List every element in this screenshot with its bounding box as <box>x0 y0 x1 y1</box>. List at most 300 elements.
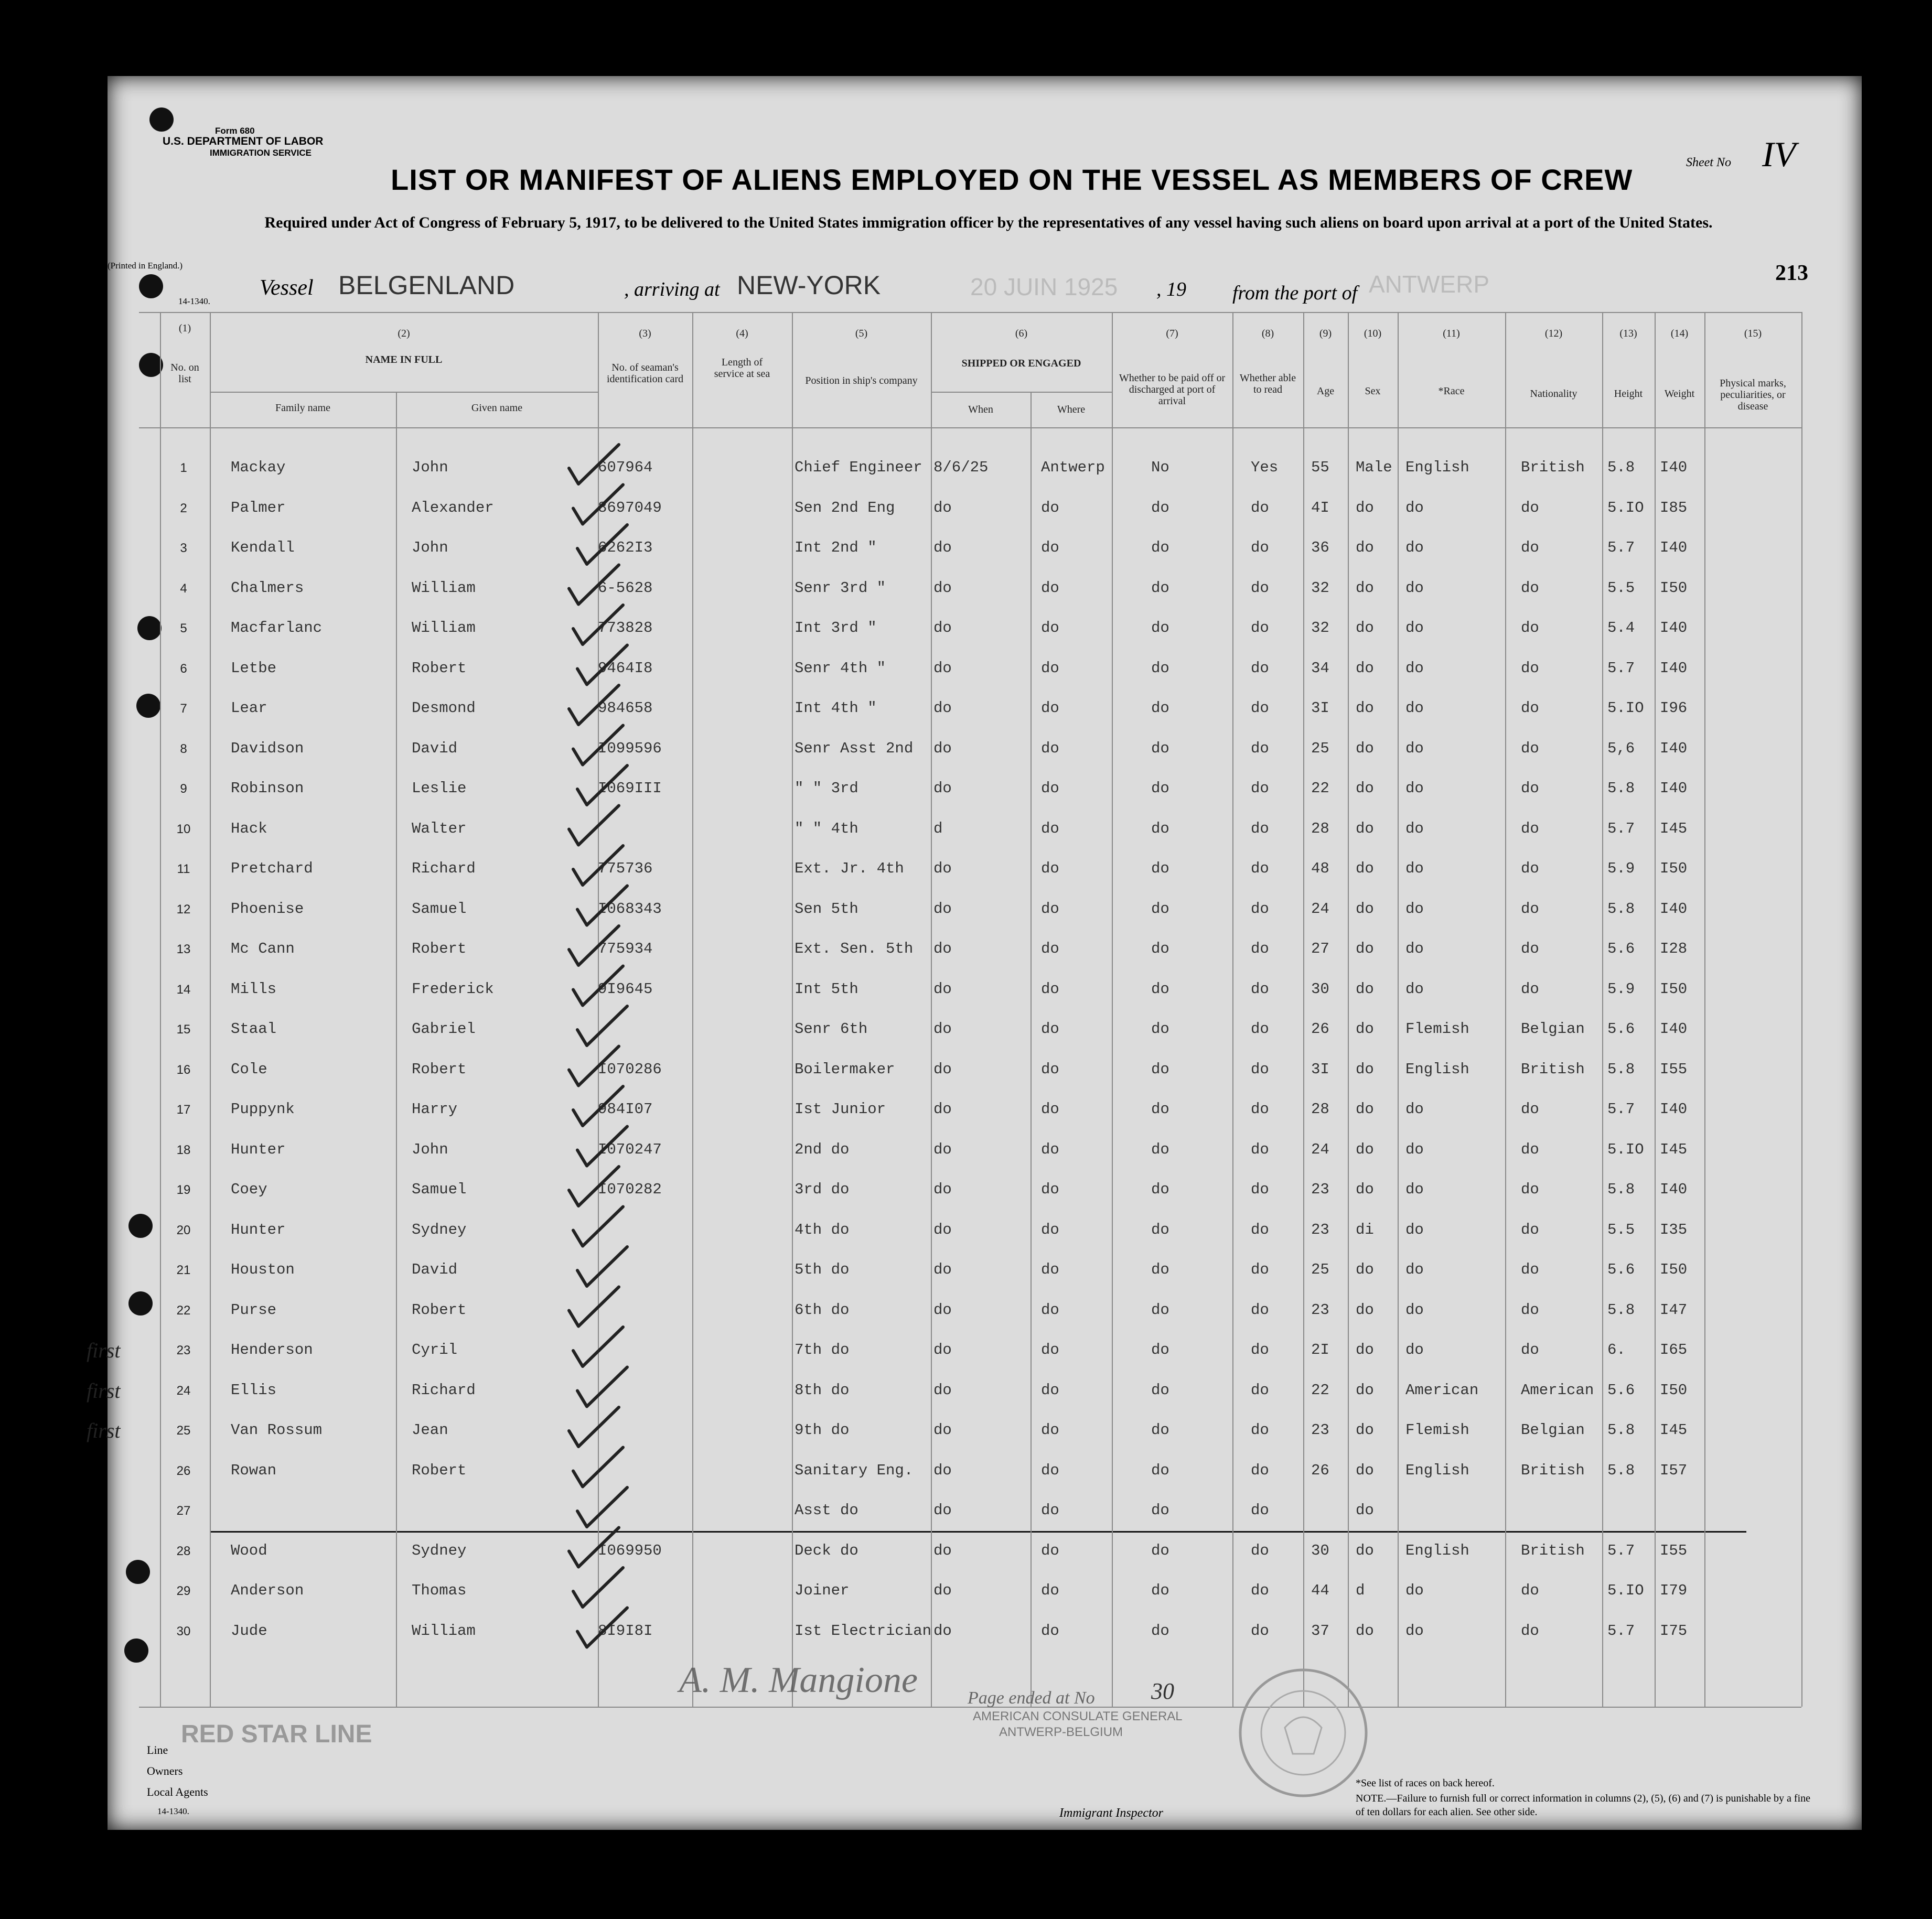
cell-height: 5.7 <box>1607 820 1635 837</box>
cell-paid: do <box>1151 1502 1169 1519</box>
cell-paid: do <box>1151 1181 1169 1198</box>
cell-paid: do <box>1151 1461 1169 1479</box>
cell-read: do <box>1251 1461 1269 1479</box>
cell-read: do <box>1251 1060 1269 1078</box>
date-stamp: 20 JUIN 1925 <box>970 273 1118 300</box>
check-marks <box>108 76 1862 1830</box>
cell-position: Senr 6th <box>795 1020 868 1038</box>
cell-position: Sen 5th <box>795 900 858 918</box>
cell-family: Mc Cann <box>231 940 295 957</box>
cell-position: Sanitary Eng. <box>795 1461 914 1479</box>
cell-height: 5.8 <box>1607 1301 1635 1319</box>
cell-read: do <box>1251 780 1269 797</box>
cell-height: 5.5 <box>1607 579 1635 597</box>
cell-race: English <box>1405 1060 1469 1078</box>
cell-position: " " 4th <box>795 820 858 837</box>
consulate-city: ANTWERP-BELGIUM <box>999 1725 1123 1739</box>
cell-weight: I40 <box>1660 780 1688 797</box>
cell-card: I068343 <box>598 900 662 918</box>
cell-given: Richard <box>412 860 476 877</box>
cell-card: 984658 <box>598 699 653 717</box>
cell-sex: do <box>1356 1301 1374 1319</box>
col10-label: Sex <box>1365 385 1381 397</box>
cell-where: do <box>1041 1541 1059 1559</box>
cell-race: Flemish <box>1405 1020 1469 1038</box>
printed-in-note: (Printed in England.) <box>108 261 183 271</box>
cell-age: 55 <box>1311 459 1329 476</box>
cell-when: do <box>933 940 952 957</box>
cell-nationality: do <box>1521 699 1539 717</box>
col14-num: (14) <box>1670 328 1689 339</box>
cell-height: 5.8 <box>1607 1181 1635 1198</box>
cell-height: 5.9 <box>1607 980 1635 998</box>
cell-age: 26 <box>1311 1020 1329 1038</box>
cell-where: do <box>1041 820 1059 837</box>
cell-weight: I40 <box>1660 1020 1688 1038</box>
col7-label: Whether to be paid off or discharged at port of arrival <box>1119 372 1226 407</box>
col15-num: (15) <box>1744 328 1762 339</box>
cell-age: 28 <box>1311 1101 1329 1118</box>
penalty-note: NOTE.—Failure to furnish full or correct information in columns (2), (5), (6) and (7) is punishable by a fine of ten dollars for each alien. See other side. <box>1356 1793 1811 1818</box>
col4-num: (4) <box>736 328 748 339</box>
cell-family: Hack <box>231 820 267 837</box>
margin-annotation: first <box>87 1339 121 1362</box>
cell-read: do <box>1251 1541 1269 1559</box>
cell-given: Alexander <box>412 499 494 516</box>
cell-when: do <box>933 980 952 998</box>
cell-nationality: do <box>1521 739 1539 757</box>
row-number: 21 <box>176 1263 191 1277</box>
cell-position: Asst do <box>795 1502 858 1519</box>
cell-family: Hunter <box>231 1140 286 1158</box>
cell-position: 3rd do <box>795 1181 850 1198</box>
cell-race: do <box>1405 579 1424 597</box>
cell-where: do <box>1041 539 1059 556</box>
cell-read: do <box>1251 1502 1269 1519</box>
cell-read: do <box>1251 499 1269 516</box>
cell-given: Robert <box>412 1301 467 1319</box>
cell-where: do <box>1041 659 1059 677</box>
cell-when: do <box>933 1140 952 1158</box>
cell-age: 25 <box>1311 739 1329 757</box>
cell-where: do <box>1041 1020 1059 1038</box>
arriving-label: , arriving at <box>624 278 720 300</box>
cell-when: do <box>933 539 952 556</box>
cell-race: do <box>1405 1181 1424 1198</box>
cell-when: do <box>933 1301 952 1319</box>
cell-paid: do <box>1151 1582 1169 1599</box>
row-number: 30 <box>176 1624 191 1638</box>
cell-read: do <box>1251 1221 1269 1238</box>
row-number: 8 <box>180 741 187 756</box>
cell-card: I070286 <box>598 1060 662 1078</box>
cell-race: do <box>1405 1341 1424 1359</box>
cell-when: do <box>933 1261 952 1278</box>
cell-read: do <box>1251 820 1269 837</box>
col6-where: Where <box>1057 404 1086 415</box>
cell-race: do <box>1405 1140 1424 1158</box>
cell-read: do <box>1251 1261 1269 1278</box>
cell-height: 5.7 <box>1607 659 1635 677</box>
cell-card: 8697049 <box>598 499 662 516</box>
cell-sex: do <box>1356 499 1374 516</box>
cell-height: 5.6 <box>1607 1020 1635 1038</box>
cell-when: do <box>933 499 952 516</box>
cell-race: English <box>1405 1541 1469 1559</box>
check-mark-icon <box>577 886 627 925</box>
cell-height: 5.7 <box>1607 539 1635 556</box>
cell-sex: do <box>1356 1622 1374 1640</box>
cell-where: do <box>1041 579 1059 597</box>
cell-paid: do <box>1151 780 1169 797</box>
cell-nationality: do <box>1521 940 1539 957</box>
cell-given: Jean <box>412 1421 448 1439</box>
row-number: 29 <box>176 1584 191 1598</box>
cell-weight: I50 <box>1660 579 1688 597</box>
cell-paid: do <box>1151 980 1169 998</box>
row-number: 16 <box>176 1062 191 1077</box>
cell-height: 5,6 <box>1607 739 1635 757</box>
cell-nationality: do <box>1521 1582 1539 1599</box>
cell-position: Senr Asst 2nd <box>795 739 914 757</box>
cell-race: English <box>1405 1461 1469 1479</box>
cell-sex: d <box>1356 1582 1365 1599</box>
cell-race: do <box>1405 1101 1424 1118</box>
cell-weight: I45 <box>1660 1421 1688 1439</box>
cell-paid: do <box>1151 1221 1169 1238</box>
cell-sex: do <box>1356 1261 1374 1278</box>
cell-height: 5.8 <box>1607 1421 1635 1439</box>
cell-height: 5.9 <box>1607 860 1635 877</box>
cell-when: do <box>933 1502 952 1519</box>
cell-paid: do <box>1151 1341 1169 1359</box>
cell-when: do <box>933 1181 952 1198</box>
cell-given: Robert <box>412 1461 467 1479</box>
cell-read: do <box>1251 659 1269 677</box>
cell-when: do <box>933 1341 952 1359</box>
cell-height: 5.8 <box>1607 780 1635 797</box>
col5-label: Position in ship's company <box>805 375 918 386</box>
cell-height: 5.IO <box>1607 499 1644 516</box>
form-service: IMMIGRATION SERVICE <box>210 148 312 158</box>
cell-age: 22 <box>1311 1381 1329 1399</box>
check-mark-icon <box>573 726 623 765</box>
cell-sex: di <box>1356 1221 1374 1238</box>
col1-label: No. on list <box>170 362 199 385</box>
cell-sex: do <box>1356 780 1374 797</box>
cell-given: Walter <box>412 820 467 837</box>
cell-age: 26 <box>1311 1461 1329 1479</box>
cell-given: Robert <box>412 940 467 957</box>
row-number: 10 <box>176 822 191 836</box>
footer-agents-label: Local Agents <box>147 1785 208 1798</box>
cell-where: Antwerp <box>1041 459 1105 476</box>
cell-card: 6262I3 <box>598 539 653 556</box>
cell-paid: do <box>1151 739 1169 757</box>
cell-age: 44 <box>1311 1582 1329 1599</box>
cell-height: 5.7 <box>1607 1541 1635 1559</box>
cell-age: 3I <box>1311 699 1329 717</box>
footer-owners-label: Owners <box>147 1764 183 1777</box>
cell-family: Mackay <box>231 459 286 476</box>
cell-paid: do <box>1151 1060 1169 1078</box>
cell-height: 5.IO <box>1607 1140 1644 1158</box>
cell-race: do <box>1405 739 1424 757</box>
row-number: 9 <box>180 782 187 796</box>
check-mark-icon <box>569 1407 619 1447</box>
cell-race: do <box>1405 619 1424 637</box>
cell-weight: I96 <box>1660 699 1688 717</box>
cell-nationality: British <box>1521 1060 1585 1078</box>
cell-given: Desmond <box>412 699 476 717</box>
cell-nationality: do <box>1521 820 1539 837</box>
cell-nationality: do <box>1521 1622 1539 1640</box>
cell-race: do <box>1405 699 1424 717</box>
cell-position: 2nd do <box>795 1140 850 1158</box>
cell-weight: I79 <box>1660 1582 1688 1599</box>
cell-where: do <box>1041 980 1059 998</box>
cell-given: William <box>412 1622 476 1640</box>
col6-when: When <box>968 404 993 415</box>
check-mark-icon <box>569 1287 619 1327</box>
col5-num: (5) <box>855 328 868 339</box>
cell-height: 5.IO <box>1607 699 1644 717</box>
cell-where: do <box>1041 860 1059 877</box>
cell-where: do <box>1041 1502 1059 1519</box>
cell-sex: do <box>1356 1341 1374 1359</box>
cell-race: do <box>1405 980 1424 998</box>
cell-weight: I85 <box>1660 499 1688 516</box>
cell-given: Frederick <box>412 980 494 998</box>
row-number: 2 <box>180 501 187 515</box>
row-number: 19 <box>176 1183 191 1197</box>
cell-given: John <box>412 539 448 556</box>
cell-weight: I35 <box>1660 1221 1688 1238</box>
cell-height: 5.6 <box>1607 1261 1635 1278</box>
cell-family: Staal <box>231 1020 277 1038</box>
check-mark-icon <box>577 1608 627 1647</box>
cell-nationality: British <box>1521 459 1585 476</box>
manifest-sheet <box>87 76 1862 1830</box>
cell-read: do <box>1251 739 1269 757</box>
cell-paid: do <box>1151 1261 1169 1278</box>
cell-nationality: do <box>1521 659 1539 677</box>
cell-given: Cyril <box>412 1341 458 1359</box>
cell-race: do <box>1405 940 1424 957</box>
cell-read: do <box>1251 1140 1269 1158</box>
cell-read: do <box>1251 579 1269 597</box>
cell-position: Ist Electrician <box>795 1622 932 1640</box>
cell-age: 22 <box>1311 780 1329 797</box>
cell-given: Thomas <box>412 1582 467 1599</box>
cell-sex: do <box>1356 1502 1374 1519</box>
col6-num: (6) <box>1015 328 1028 339</box>
cell-family: Cole <box>231 1060 267 1078</box>
col4-label: Length of service at sea <box>714 357 770 380</box>
col2-label: NAME IN FULL <box>365 354 443 365</box>
cell-nationality: British <box>1521 1461 1585 1479</box>
inspector-label: Immigrant Inspector <box>1059 1806 1163 1820</box>
cell-given: David <box>412 1261 458 1278</box>
col1-num: (1) <box>178 322 191 334</box>
cell-age: 2I <box>1311 1341 1329 1359</box>
cell-nationality: do <box>1521 1221 1539 1238</box>
cell-race: do <box>1405 820 1424 837</box>
col13-label: Height <box>1614 388 1643 400</box>
check-mark-icon <box>569 445 619 484</box>
cell-read: do <box>1251 1101 1269 1118</box>
cell-where: do <box>1041 1582 1059 1599</box>
cell-paid: do <box>1151 699 1169 717</box>
cell-given: John <box>412 1140 448 1158</box>
cell-age: 32 <box>1311 619 1329 637</box>
cell-height: 5.8 <box>1607 1060 1635 1078</box>
cell-where: do <box>1041 619 1059 637</box>
cell-age: 30 <box>1311 980 1329 998</box>
check-mark-icon <box>569 1167 619 1206</box>
cell-family: Macfarlanc <box>231 619 323 637</box>
cell-position: Chief Engineer <box>795 459 922 476</box>
cell-race: do <box>1405 780 1424 797</box>
cell-family: Van Rossum <box>231 1421 323 1439</box>
cell-when: d <box>933 820 943 837</box>
cell-when: do <box>933 780 952 797</box>
consulate-stamp: AMERICAN CONSULATE GENERAL <box>973 1709 1183 1723</box>
cell-sex: do <box>1356 1181 1374 1198</box>
cell-age: 36 <box>1311 539 1329 556</box>
cell-where: do <box>1041 1421 1059 1439</box>
cell-sex: do <box>1356 659 1374 677</box>
row-number: 12 <box>176 902 191 917</box>
cell-family: Rowan <box>231 1461 277 1479</box>
cell-nationality: do <box>1521 1181 1539 1198</box>
row-number: 13 <box>176 942 191 956</box>
cell-age: 23 <box>1311 1421 1329 1439</box>
cell-position: " " 3rd <box>795 780 858 797</box>
row-number: 14 <box>176 982 191 997</box>
cell-given: Harry <box>412 1101 458 1118</box>
cell-weight: I40 <box>1660 539 1688 556</box>
cell-given: Robert <box>412 659 467 677</box>
col11-label: *Race <box>1438 385 1465 397</box>
cell-where: do <box>1041 1181 1059 1198</box>
check-mark-icon <box>573 1086 623 1126</box>
cell-card: 6-5628 <box>598 579 653 597</box>
cell-race: do <box>1405 1301 1424 1319</box>
cell-paid: do <box>1151 1301 1169 1319</box>
cell-position: Ist Junior <box>795 1101 886 1118</box>
check-mark-icon <box>573 1448 623 1487</box>
check-mark-icon <box>577 766 627 805</box>
signature: A. M. Mangione <box>679 1660 918 1700</box>
row-number: 17 <box>176 1103 191 1117</box>
cell-weight: I50 <box>1660 1261 1688 1278</box>
cell-height: 5.6 <box>1607 1381 1635 1399</box>
cell-sex: do <box>1356 539 1374 556</box>
cell-weight: I55 <box>1660 1060 1688 1078</box>
cell-where: do <box>1041 1341 1059 1359</box>
cell-paid: do <box>1151 499 1169 516</box>
cell-family: Houston <box>231 1261 295 1278</box>
cell-sex: do <box>1356 1541 1374 1559</box>
cell-when: do <box>933 1221 952 1238</box>
check-mark-icon <box>573 485 623 524</box>
cell-family: Kendall <box>231 539 295 556</box>
col3-num: (3) <box>639 328 651 339</box>
cell-paid: do <box>1151 619 1169 637</box>
cell-paid: do <box>1151 1381 1169 1399</box>
cell-family: Phoenise <box>231 900 304 918</box>
cell-given: Robert <box>412 1060 467 1078</box>
cell-race: do <box>1405 1622 1424 1640</box>
cell-family: Lear <box>231 699 267 717</box>
row-number: 24 <box>176 1383 191 1398</box>
margin-annotation: first <box>87 1419 121 1442</box>
cell-race: do <box>1405 539 1424 556</box>
check-mark-icon <box>577 1247 627 1286</box>
cell-sex: do <box>1356 619 1374 637</box>
cell-nationality: do <box>1521 1261 1539 1278</box>
cell-family: Letbe <box>231 659 277 677</box>
row-number: 22 <box>176 1303 191 1318</box>
cell-sex: do <box>1356 1461 1374 1479</box>
departure-port: ANTWERP <box>1369 271 1489 298</box>
cell-nationality: do <box>1521 980 1539 998</box>
cell-family: Mills <box>231 980 277 998</box>
cell-when: do <box>933 1101 952 1118</box>
check-mark-icon <box>577 1487 627 1527</box>
cell-where: do <box>1041 1381 1059 1399</box>
cell-position: 6th do <box>795 1301 850 1319</box>
check-mark-icon <box>573 1568 623 1607</box>
cell-weight: I40 <box>1660 459 1688 476</box>
check-mark-icon <box>573 1327 623 1366</box>
cell-family: Robinson <box>231 780 304 797</box>
col13-num: (13) <box>1619 328 1637 339</box>
cell-read: do <box>1251 619 1269 637</box>
col2-given: Given name <box>471 402 523 414</box>
row-number: 15 <box>176 1022 191 1037</box>
cell-family: Wood <box>231 1541 267 1559</box>
cell-paid: do <box>1151 1622 1169 1640</box>
cell-nationality: do <box>1521 1341 1539 1359</box>
check-mark-icon <box>569 806 619 845</box>
cell-nationality: Belgian <box>1521 1421 1585 1439</box>
footer-code: 14-1340. <box>157 1806 189 1816</box>
cell-sex: do <box>1356 579 1374 597</box>
cell-weight: I47 <box>1660 1301 1688 1319</box>
cell-where: do <box>1041 780 1059 797</box>
cell-given: Samuel <box>412 1181 467 1198</box>
cell-family: Palmer <box>231 499 286 516</box>
cell-paid: do <box>1151 1421 1169 1439</box>
check-mark-icon <box>573 1207 623 1246</box>
cell-paid: do <box>1151 1020 1169 1038</box>
cell-when: do <box>933 579 952 597</box>
from-port-label: from the port of <box>1232 282 1358 304</box>
cell-when: do <box>933 1582 952 1599</box>
cell-read: do <box>1251 1301 1269 1319</box>
cell-race: do <box>1405 860 1424 877</box>
page-ended-value: 30 <box>1151 1678 1174 1704</box>
row-number: 28 <box>176 1544 191 1558</box>
sheet-number: IV <box>1762 134 1796 174</box>
cell-given: David <box>412 739 458 757</box>
cell-when: do <box>933 739 952 757</box>
line-stamp: RED STAR LINE <box>181 1720 372 1748</box>
cell-weight: I45 <box>1660 1140 1688 1158</box>
cell-position: Deck do <box>795 1541 858 1559</box>
